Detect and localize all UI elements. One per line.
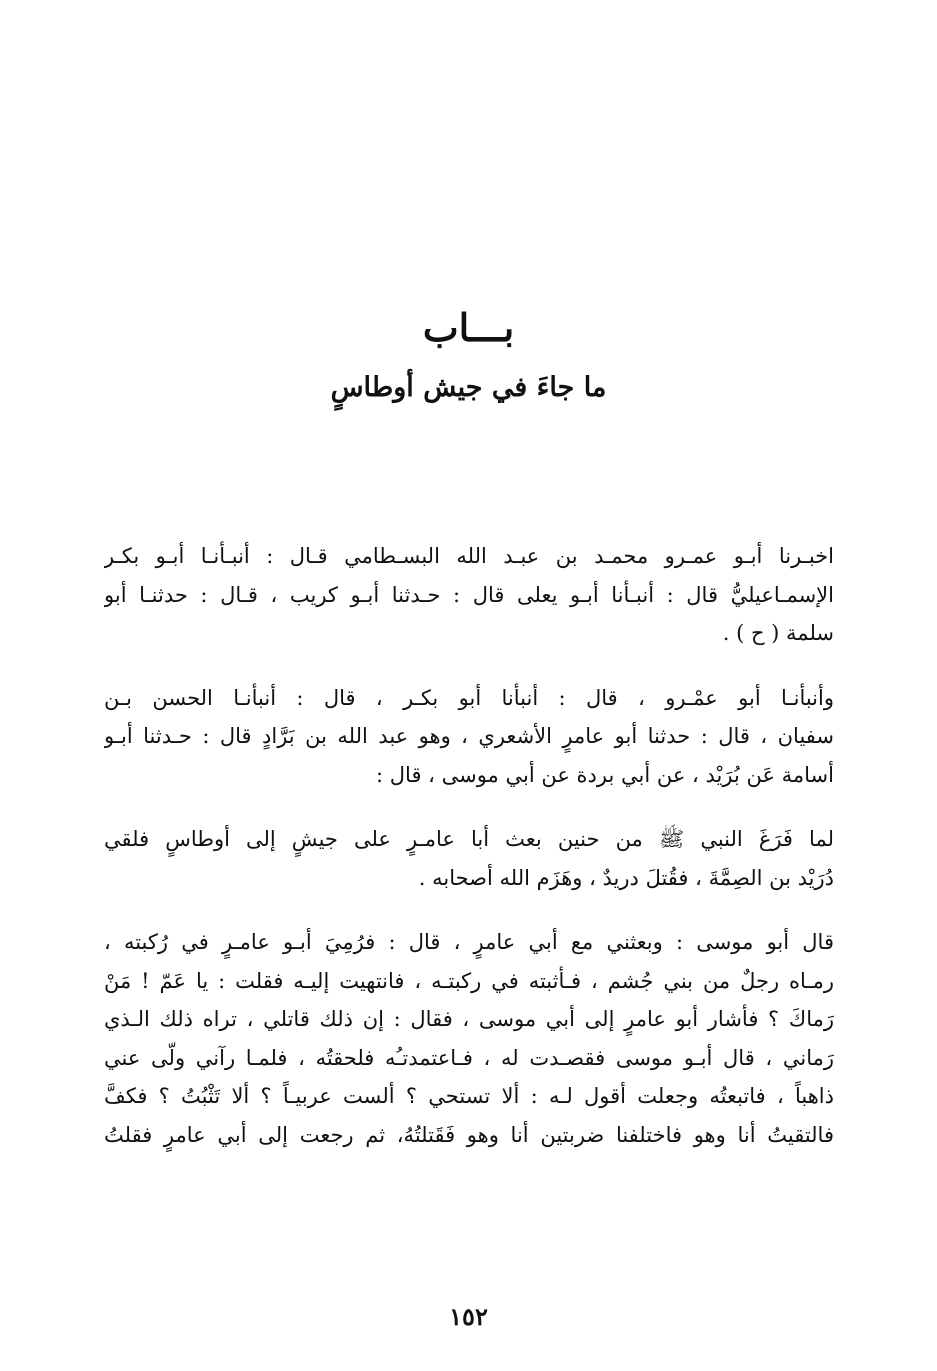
text-line: رَماني ، قال أبـو موسى فقصـدت له ، فـاعتمدتـُه فلحقتُه ، فلمـا رآني ولّى عني bbox=[104, 1045, 834, 1070]
chapter-title: ما جاءَ في جيش أوطاسٍ bbox=[330, 372, 607, 403]
page-number: ١٥٢ bbox=[449, 1302, 488, 1331]
text-line: فالتقيتُ أنا وهو فاختلفنا ضربتين أنا وهو فَقَتلتُهُ، ثم رجعت إلى أبي عامرٍ فقلتُ bbox=[104, 1122, 834, 1147]
text-line: رَماكَ ؟ فأشار أبو عامرٍ إلى أبي موسى ، فقال : إن ذلك قاتلي ، تراه ذلك الـذي bbox=[104, 1007, 834, 1031]
text-line: سلمة ( ح ) . bbox=[722, 621, 834, 645]
chapter-label: بـــاب bbox=[422, 305, 515, 350]
paragraph-abu-musa-narration bbox=[104, 923, 834, 1154]
text-line: قال أبو موسى : وبعثني مع أبي عامرٍ ، قال : فرُمِيَ أبـو عامـرٍ في رُكبته ، bbox=[104, 930, 834, 954]
text-line: ذاهباً ، فاتبعتُه وجعلت أقول لـه : ألا تستحي ؟ ألست عربيـاً ؟ ألا تَثْبُتُ ؟ فكفَّ bbox=[104, 1084, 834, 1108]
text-line: سفيان ، قال : حدثنا أبو عامرٍ الأشعري ، وهو عبد الله بن بَرَّادٍ قال : حـدثنا أبـو bbox=[104, 724, 834, 748]
text-line: أسامة عَن بُرَيْد ، عن أبي بردة عن أبي موسى ، قال : bbox=[376, 762, 834, 787]
paragraph-hadith-opening bbox=[104, 820, 834, 897]
paragraph-isnad-1 bbox=[104, 537, 834, 653]
text-line: الإسمـاعيليُّ قال : أنبـأنا أبـو يعلى قال : حـدثنا أبـو كريب ، قـال : حدثنـا أبو bbox=[104, 582, 834, 607]
body-text bbox=[104, 537, 834, 1180]
text-line: دُرَيْد بن الصِمَّةَ ، فقُتلَ دريدٌ ، وهَزَم الله أصحابه . bbox=[418, 865, 834, 890]
text-line: رمـاه رجلٌ من بني جُشم ، فـأثبته في ركبتـه ، فانتهيت إليـه فقلت : يا عَمّ ! مَنْ bbox=[104, 968, 834, 993]
text-line: لما فَرَغَ النبي ﷺ من حنين بعث أبا عامـرٍ على جيشٍ إلى أوطاسٍ فلقي bbox=[104, 827, 834, 851]
text-line: وأنبأنـا أبو عمْـرو ، قال : أنبأنا أبو بكـر ، قال : أنبأنـا الحسن بـن bbox=[104, 685, 834, 710]
text-line: اخبـرنا أبـو عمـرو محمـد بن عبـد الله البسـطامي قـال : أنبـأنـا أبـو بكـر bbox=[104, 544, 834, 568]
paragraph-isnad-2 bbox=[104, 679, 834, 795]
